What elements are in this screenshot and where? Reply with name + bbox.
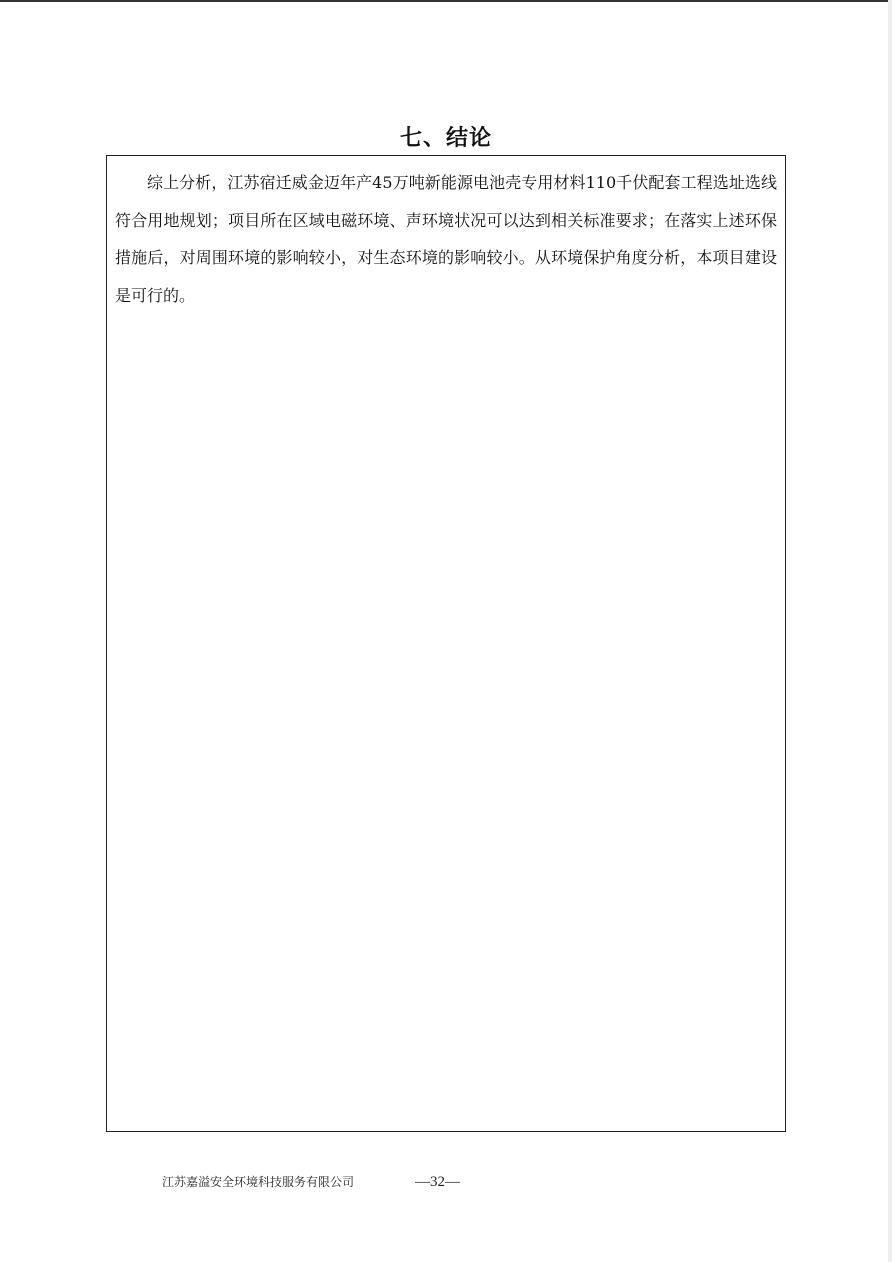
page-right-edge: [888, 0, 892, 1262]
footer-company-name: 江苏嘉溢安全环境科技服务有限公司: [162, 1175, 355, 1189]
footer-page-number: —32—: [415, 1174, 460, 1190]
conclusion-box: [106, 155, 786, 1132]
section-title: 七、结论: [399, 125, 492, 151]
conclusion-paragraph: 综上分析，江苏宿迁威金迈年产45万吨新能源电池壳专用材料110千伏配套工程选址选线符合用地规划；项目所在区域电磁环境、声环境状况可以达到相关标准要求；在落实上述环保措施后，对周围环境的影响较小，对生态环境的影响较小。从环境保护角度分析，本项目建设是可行的。: [115, 173, 777, 305]
page-footer: [0, 1170, 892, 1200]
top-border-line: [0, 0, 892, 2]
